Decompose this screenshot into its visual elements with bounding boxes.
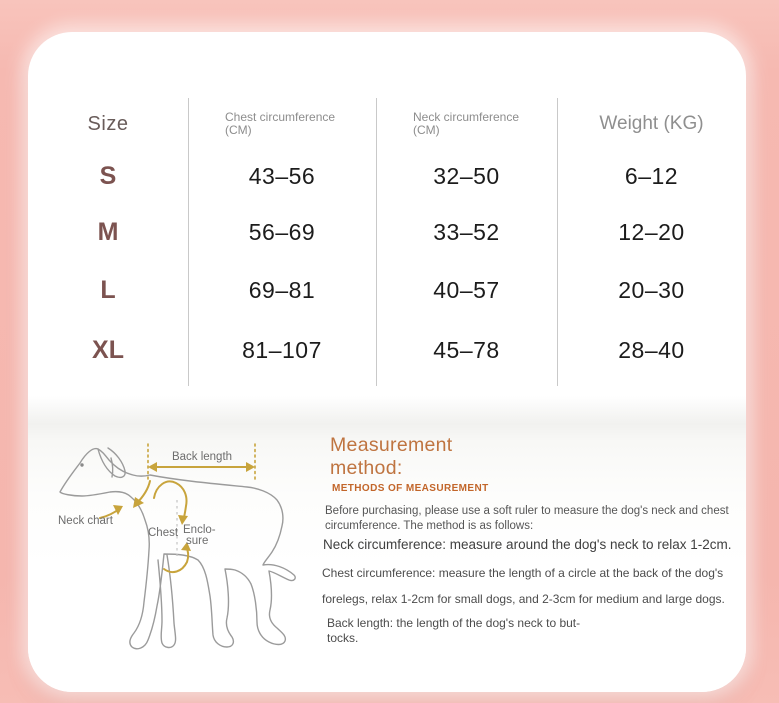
enclosure-label-line1: Enclo- (183, 524, 216, 536)
back-length-right-arrowhead (246, 462, 255, 472)
measurement-method-heading: Measurement method: (330, 434, 453, 479)
chest-value-s: 43–56 (248, 162, 316, 189)
size-table (28, 100, 746, 380)
size-label-xl: XL (92, 335, 124, 364)
header-chest-circumference: Chest circumference (CM) (225, 110, 336, 137)
back-length-left-arrowhead (148, 462, 157, 472)
size-label-s: S (99, 161, 117, 190)
chest-circumference-instruction: Chest circumference: measure the length of a circle at the back of the dog's forelegs, relax 1-2cm for small dogs, and 2-3cm for medium and large dogs. (322, 566, 725, 606)
size-chart-card (28, 32, 746, 692)
size-label-l: L (100, 275, 116, 304)
chest-label: Chest (148, 527, 179, 539)
weight-value-xl: 28–40 (618, 336, 685, 363)
neck-circumference-instruction: Neck circumference: measure around the dog's neck to relax 1-2cm. (323, 537, 732, 552)
weight-value-s: 6–12 (624, 162, 679, 189)
neck-chart-label: Neck chart (58, 515, 113, 527)
methods-of-measurement-subheading: METHODS OF MEASUREMENT (332, 483, 489, 494)
neck-value-l: 40–57 (433, 276, 500, 303)
weight-value-m: 12–20 (618, 218, 685, 245)
dog-measurement-diagram (42, 434, 332, 686)
chest-value-l: 69–81 (248, 276, 316, 303)
neck-pointer-arrowhead (113, 505, 123, 515)
enclosure-label-line2: sure (186, 535, 209, 547)
header-neck-circumference: Neck circumference (CM) (413, 110, 520, 137)
chest-value-xl: 81–107 (242, 336, 322, 363)
dog-eye (80, 463, 83, 466)
header-weight: Weight (KG) (599, 113, 704, 134)
weight-value-l: 20–30 (618, 276, 685, 303)
back-length-instruction: Back length: the length of the dog's neck to but- tocks. (327, 616, 581, 645)
chest-girth-top-arc (154, 481, 187, 521)
chest-value-m: 56–69 (248, 218, 316, 245)
header-size: Size (87, 112, 129, 135)
neck-value-m: 33–52 (433, 218, 500, 245)
size-label-m: M (97, 217, 119, 246)
measurement-intro-text: Before purchasing, please use a soft ruler to measure the dog's neck and chest circumference. The method is as follows: (325, 505, 729, 532)
neck-value-xl: 45–78 (433, 336, 500, 363)
back-length-label: Back length (171, 451, 233, 463)
neck-value-s: 32–50 (433, 162, 500, 189)
